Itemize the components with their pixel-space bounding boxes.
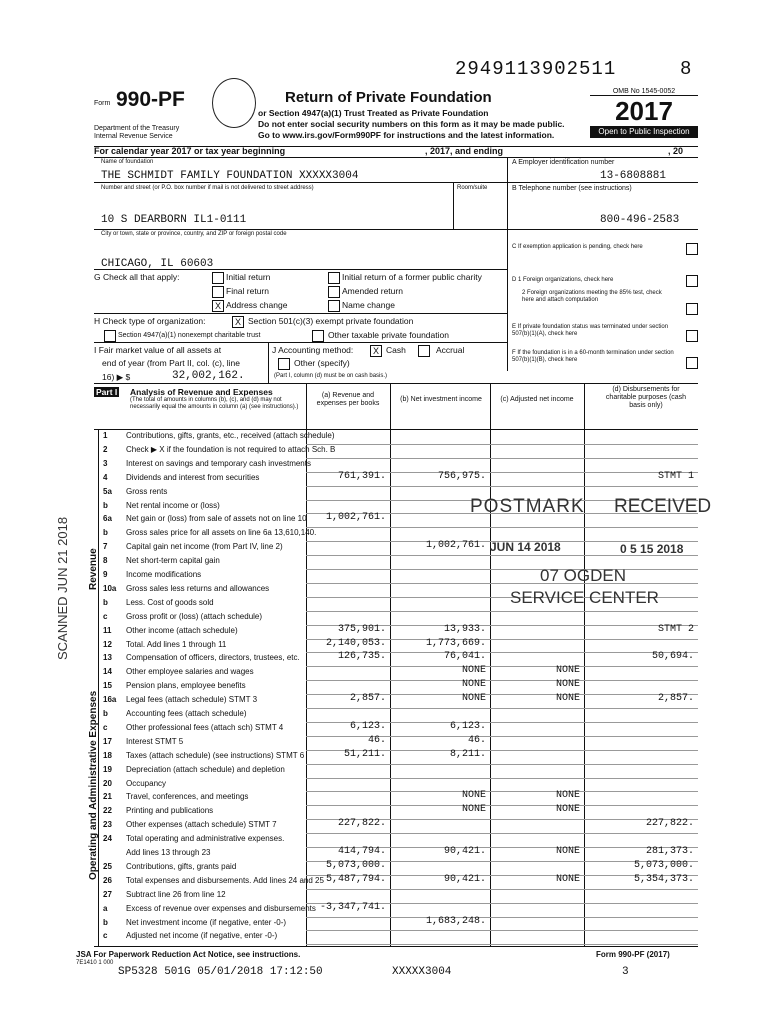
row-label: Other professional fees (attach sch) STMT 4	[126, 722, 284, 732]
final-return-label: Final return	[226, 286, 269, 296]
form-title: Return of Private Foundation	[285, 89, 492, 106]
former-charity-checkbox[interactable]	[328, 272, 340, 284]
row-number: 26	[103, 875, 112, 885]
ein-value: 13-6808881	[600, 170, 667, 182]
row-label: Other employee salaries and wages	[126, 667, 254, 677]
postmark-stamp: POSTMARK	[470, 496, 585, 517]
revenue-side-label: Revenue	[88, 548, 99, 590]
row-number: 1	[103, 431, 108, 440]
row-label: Total expenses and disbursements. Add lines 24 and 25	[126, 875, 324, 885]
form-code: 7E1410 1 000	[76, 960, 114, 966]
row-value-col-a[interactable]: 51,211.	[343, 748, 386, 760]
street-address: 10 S DEARBORN IL1-0111	[101, 214, 247, 226]
row-value-col-b[interactable]: NONE	[461, 790, 486, 802]
row-number: 4	[103, 472, 108, 482]
row-number: 2	[103, 444, 108, 454]
open-public-label: Open to Public Inspection	[590, 126, 698, 138]
row-number: 9	[103, 570, 108, 579]
row-value-col-c[interactable]: NONE	[555, 846, 580, 857]
row-value-col-a[interactable]: 1,002,761.	[325, 512, 386, 524]
row-value-col-b[interactable]: 90,421.	[443, 846, 486, 857]
row-value-col-d[interactable]: 281,373.	[645, 846, 694, 857]
part-1-description: (The total of amounts in columns (b), (c), and (d) may not necessarily equal the amounts in column (a) (see instructions).)	[130, 397, 299, 410]
fmv-label-3: 16) ▶ $	[102, 372, 131, 382]
form-subtitle-1: or Section 4947(a)(1) Trust Treated as Private Foundation	[258, 108, 489, 118]
row-value-col-b[interactable]: 1,683,248.	[425, 915, 486, 927]
row-label: Travel, conferences, and meetings	[126, 792, 249, 802]
row-label: Accounting fees (attach schedule)	[126, 709, 247, 718]
e-terminated-checkbox[interactable]	[686, 330, 698, 342]
address-change-checkbox[interactable]: X	[212, 300, 224, 312]
col-d-header: (d) Disbursements for charitable purposes (cash basis only)	[605, 386, 687, 409]
row-value-col-b[interactable]: 756,975.	[437, 470, 486, 482]
row-value-col-d[interactable]: 50,694.	[651, 651, 694, 663]
row-label: Other income (attach schedule)	[126, 625, 238, 635]
row-number: b	[103, 709, 108, 718]
row-label: Income modifications	[126, 570, 202, 579]
form-prefix: Form	[94, 100, 111, 107]
row-label: Gross rents	[126, 486, 168, 496]
row-value-col-c[interactable]: NONE	[555, 665, 580, 677]
amended-return-label: Amended return	[342, 286, 403, 296]
f-termination-checkbox[interactable]	[686, 357, 698, 369]
row-value-col-d[interactable]: 227,822.	[645, 818, 694, 830]
row-label: Net investment income (if negative, enter -0-)	[126, 917, 287, 927]
foundation-name: THE SCHMIDT FAMILY FOUNDATION XXXXX3004	[101, 170, 359, 182]
row-value-col-b[interactable]: NONE	[461, 679, 486, 691]
cash-basis-note: (Part I, column (d) must be on cash basis.)	[274, 373, 388, 379]
501c3-checkbox[interactable]: X	[232, 316, 244, 328]
row-number: b	[103, 917, 108, 927]
row-label: Gross profit or (loss) (attach schedule)	[126, 611, 263, 621]
row-number: 17	[103, 736, 112, 746]
row-value-col-a[interactable]: 2,140,053.	[325, 637, 386, 649]
row-number: 21	[103, 792, 112, 802]
year-box	[590, 88, 698, 146]
row-number: 5a	[103, 486, 112, 496]
row-value-col-a[interactable]: 126,735.	[337, 651, 386, 663]
fmv-label-2: end of year (from Part II, col. (c), line	[102, 358, 240, 368]
row-value-col-b[interactable]: 6,123.	[449, 720, 486, 732]
row-label: Add lines 13 through 23	[126, 848, 211, 857]
col-c-header: (c) Adjusted net income	[500, 396, 574, 403]
check-stamp-circle	[212, 78, 256, 128]
row-label: Net short-term capital gain	[126, 556, 220, 566]
row-value-col-a[interactable]: 5,073,000.	[325, 859, 386, 871]
g-check-label: G Check all that apply:	[94, 272, 180, 282]
accrual-checkbox[interactable]	[418, 345, 430, 357]
tax-year: 2017	[615, 96, 673, 126]
row-label: Contributions, gifts, grants paid	[126, 861, 237, 871]
service-center-stamp: SERVICE CENTER	[510, 588, 659, 607]
row-label: Taxes (attach schedule) (see instructions) STMT 6	[126, 750, 305, 760]
row-number: 24	[103, 834, 112, 844]
row-value-col-a[interactable]: 46.	[367, 734, 386, 746]
received-date: 0 5 15 2018	[620, 542, 684, 556]
row-value-col-c[interactable]: NONE	[555, 679, 580, 691]
row-value-col-b[interactable]: 1,773,669.	[425, 637, 486, 649]
row-label: Printing and publications	[126, 806, 214, 816]
col-a-header: (a) Revenue and expenses per books	[316, 392, 380, 407]
row-label: Interest on savings and temporary cash investments	[126, 458, 311, 468]
row-value-col-c[interactable]: NONE	[555, 804, 580, 816]
f-termination-label: F If the foundation is in a 60-month termination under section 507(b)(1)(B), check here	[512, 350, 674, 363]
row-value-col-d[interactable]: STMT 1	[657, 470, 694, 482]
row-value-col-b[interactable]: 76,041.	[443, 651, 486, 663]
row-number: b	[103, 597, 108, 607]
row-value-col-b[interactable]: 8,211.	[449, 748, 486, 760]
row-label: Subtract line 26 from line 12	[126, 889, 226, 899]
row-value-col-a[interactable]: 227,822.	[337, 818, 386, 830]
c-exemption-checkbox[interactable]	[686, 243, 698, 255]
and-ending-label: , 2017, and ending	[425, 146, 504, 156]
row-label: Dividends and interest from securities	[126, 472, 260, 482]
row-number: 7	[103, 542, 108, 552]
row-label: Gross sales price for all assets on line 6a 13,610,140.	[126, 528, 317, 538]
accounting-method-label: J Accounting method:	[272, 345, 354, 355]
row-value-col-b[interactable]: NONE	[461, 693, 486, 705]
row-number: 12	[103, 639, 112, 649]
row-value-col-a[interactable]: 761,391.	[337, 470, 386, 482]
row-label: Excess of revenue over expenses and disbursements	[126, 903, 316, 913]
row-number: 20	[103, 778, 112, 788]
row-number: c	[103, 722, 108, 732]
row-number: 13	[103, 653, 112, 663]
twenty-label: , 20	[668, 146, 684, 156]
initial-return-label: Initial return	[226, 272, 271, 282]
row-number: b	[103, 528, 108, 538]
row-number: 16a	[103, 695, 117, 705]
row-label: Legal fees (attach schedule) STMT 3	[126, 695, 258, 705]
row-number: b	[103, 500, 108, 510]
row-value-col-c[interactable]: NONE	[555, 873, 580, 885]
form-footer-ref: Form 990-PF (2017)	[596, 950, 670, 959]
row-number: 6a	[103, 514, 112, 524]
row-label: Depreciation (attach schedule) and depletion	[126, 764, 285, 774]
part-1-tag: Part I	[96, 387, 118, 397]
row-value-col-b[interactable]: 13,933.	[443, 623, 486, 635]
row-label: Contributions, gifts, grants, etc., received (attach schedule)	[126, 431, 335, 440]
address-change-label: Address change	[226, 300, 288, 310]
row-number: c	[103, 931, 108, 941]
row-value-col-a[interactable]: 375,901.	[337, 623, 386, 635]
street-label: Number and street (or P.O. box number if mail is not delivered to street address)	[101, 185, 314, 191]
fmv-label-1: I Fair market value of all assets at	[94, 345, 222, 355]
form-subtitle-3: Go to www.irs.gov/Form990PF for instructions and the latest information.	[258, 130, 555, 140]
row-value-col-b[interactable]: 90,421.	[443, 873, 486, 885]
row-number: 14	[103, 667, 112, 677]
row-number: 25	[103, 861, 112, 871]
row-label: Net gain or (loss) from sale of assets not on line 10	[126, 514, 307, 524]
page-number: 3	[622, 966, 629, 978]
treasury-dept: Department of the Treasury	[94, 125, 180, 132]
row-label: Check ▶ X if the foundation is not required to attach Sch. B	[126, 444, 336, 454]
row-number: 10a	[103, 583, 117, 593]
row-number: 19	[103, 764, 112, 774]
4947-checkbox[interactable]	[104, 330, 116, 342]
batch-timestamp: SP5328 501G 05/01/2018 17:12:50	[118, 966, 323, 978]
part-1-title: Analysis of Revenue and Expenses	[130, 387, 273, 397]
omb-number: OMB No 1545-0052	[590, 88, 698, 96]
row-number: a	[103, 903, 108, 913]
other-taxable-label: Other taxable private foundation	[328, 330, 449, 340]
row-label: Occupancy	[126, 778, 167, 788]
room-suite-label: Room/suite	[457, 185, 488, 191]
other-method-label: Other (specify)	[294, 358, 350, 368]
city-state-zip: CHICAGO, IL 60603	[101, 258, 214, 270]
cash-checkbox[interactable]: X	[370, 345, 382, 357]
d2-foreign-checkbox[interactable]	[686, 303, 698, 315]
row-number: c	[103, 611, 108, 621]
row-label: Total. Add lines 1 through 11	[126, 639, 227, 649]
row-value-col-a[interactable]: 2,857.	[349, 693, 386, 705]
d1-foreign-checkbox[interactable]	[686, 275, 698, 287]
fmv-value: 32,002,162.	[172, 370, 245, 382]
h-type-label: H Check type of organization:	[94, 316, 206, 326]
row-label: Capital gain net income (from Part IV, line 2)	[126, 542, 283, 552]
dln-suffix: 8	[680, 58, 692, 80]
phone-label: B Telephone number (see instructions)	[512, 185, 632, 192]
scanned-stamp: SCANNED JUN 21 2018	[55, 516, 70, 660]
row-value-col-a[interactable]: -3,347,741.	[319, 901, 386, 913]
form-subtitle-2: Do not enter social security numbers on this form as it may be made public.	[258, 119, 565, 129]
final-return-checkbox[interactable]	[212, 286, 224, 298]
name-change-label: Name change	[342, 300, 395, 310]
row-value-col-d[interactable]: 5,354,373.	[633, 873, 694, 885]
501c3-label: Section 501(c)(3) exempt private foundation	[248, 316, 414, 326]
cash-label: Cash	[386, 345, 406, 355]
paperwork-notice: JSA For Paperwork Reduction Act Notice, see instructions.	[76, 950, 301, 959]
row-number: 23	[103, 820, 112, 830]
expenses-side-label: Operating and Administrative Expenses	[88, 690, 99, 880]
former-charity-label: Initial return of a former public charity	[342, 272, 482, 282]
name-change-checkbox[interactable]	[328, 300, 340, 312]
row-value-col-c[interactable]: NONE	[555, 693, 580, 705]
row-value-col-b[interactable]: 46.	[467, 734, 486, 746]
other-method-checkbox[interactable]	[278, 358, 290, 370]
city-label: City or town, state or province, country, and ZIP or foreign postal code	[101, 231, 287, 237]
row-value-col-c[interactable]: NONE	[555, 790, 580, 802]
row-label: Other expenses (attach schedule) STMT 7	[126, 820, 277, 830]
row-number: 8	[103, 556, 108, 566]
initial-return-checkbox[interactable]	[212, 272, 224, 284]
row-number: 3	[103, 458, 108, 468]
row-number: 27	[103, 889, 112, 899]
row-label: Pension plans, employee benefits	[126, 681, 246, 691]
row-label: Less. Cost of goods sold	[126, 597, 214, 607]
masked-id: XXXXX3004	[392, 966, 452, 978]
row-value-col-d[interactable]: 2,857.	[657, 693, 694, 705]
ein-label: A Employer identification number	[512, 159, 615, 166]
row-label: Interest STMT 5	[126, 736, 184, 746]
document-locator-number: 2949113902511	[455, 58, 617, 80]
row-label: Compensation of officers, directors, trustees, etc.	[126, 653, 300, 663]
accrual-label: Accrual	[436, 345, 465, 355]
other-taxable-checkbox[interactable]	[312, 330, 324, 342]
row-value-col-b[interactable]: NONE	[461, 804, 486, 816]
row-label: Gross sales less returns and allowances	[126, 583, 270, 593]
postmark-date: JUN 14 2018	[490, 540, 561, 554]
row-number: 11	[103, 625, 112, 635]
foundation-name-label: Name of foundation	[101, 159, 154, 165]
irs-label: Internal Revenue Service	[94, 133, 173, 140]
d1-foreign-label: D 1 Foreign organizations, check here	[512, 277, 614, 283]
row-number: 18	[103, 750, 112, 760]
row-value-col-a[interactable]: 6,123.	[349, 720, 386, 732]
row-label: Total operating and administrative expenses.	[126, 834, 285, 844]
row-value-col-b[interactable]: 1,002,761.	[425, 540, 486, 552]
row-label: Net rental income or (loss)	[126, 500, 220, 510]
e-terminated-label: E If private foundation status was terminated under section 507(b)(1)(A), check here	[512, 324, 669, 337]
calendar-year-label: For calendar year 2017 or tax year beginning	[94, 146, 286, 156]
row-value-col-b[interactable]: NONE	[461, 665, 486, 677]
row-value-col-d[interactable]: 5,073,000.	[633, 859, 694, 871]
received-stamp: RECEIVED	[614, 496, 712, 517]
row-value-col-a[interactable]: 414,794.	[337, 846, 386, 857]
form-number: 990-PF	[116, 88, 185, 111]
c-exemption-label: C If exemption application is pending, check here	[512, 244, 643, 250]
ogden-stamp: 07 OGDEN	[540, 566, 626, 585]
d2-foreign-label: 2 Foreign organizations meeting the 85% test, check here and attach computation	[522, 290, 662, 303]
amended-return-checkbox[interactable]	[328, 286, 340, 298]
4947-label: Section 4947(a)(1) nonexempt charitable trust	[118, 332, 261, 339]
row-number: 22	[103, 806, 112, 816]
row-value-col-a[interactable]: 5,487,794.	[325, 873, 386, 885]
row-number: 15	[103, 681, 112, 691]
row-value-col-d[interactable]: STMT 2	[657, 623, 694, 635]
row-label: Adjusted net income (if negative, enter -0-)	[126, 931, 278, 941]
phone-value: 800-496-2583	[600, 214, 680, 226]
col-b-header: (b) Net investment income	[400, 396, 482, 403]
